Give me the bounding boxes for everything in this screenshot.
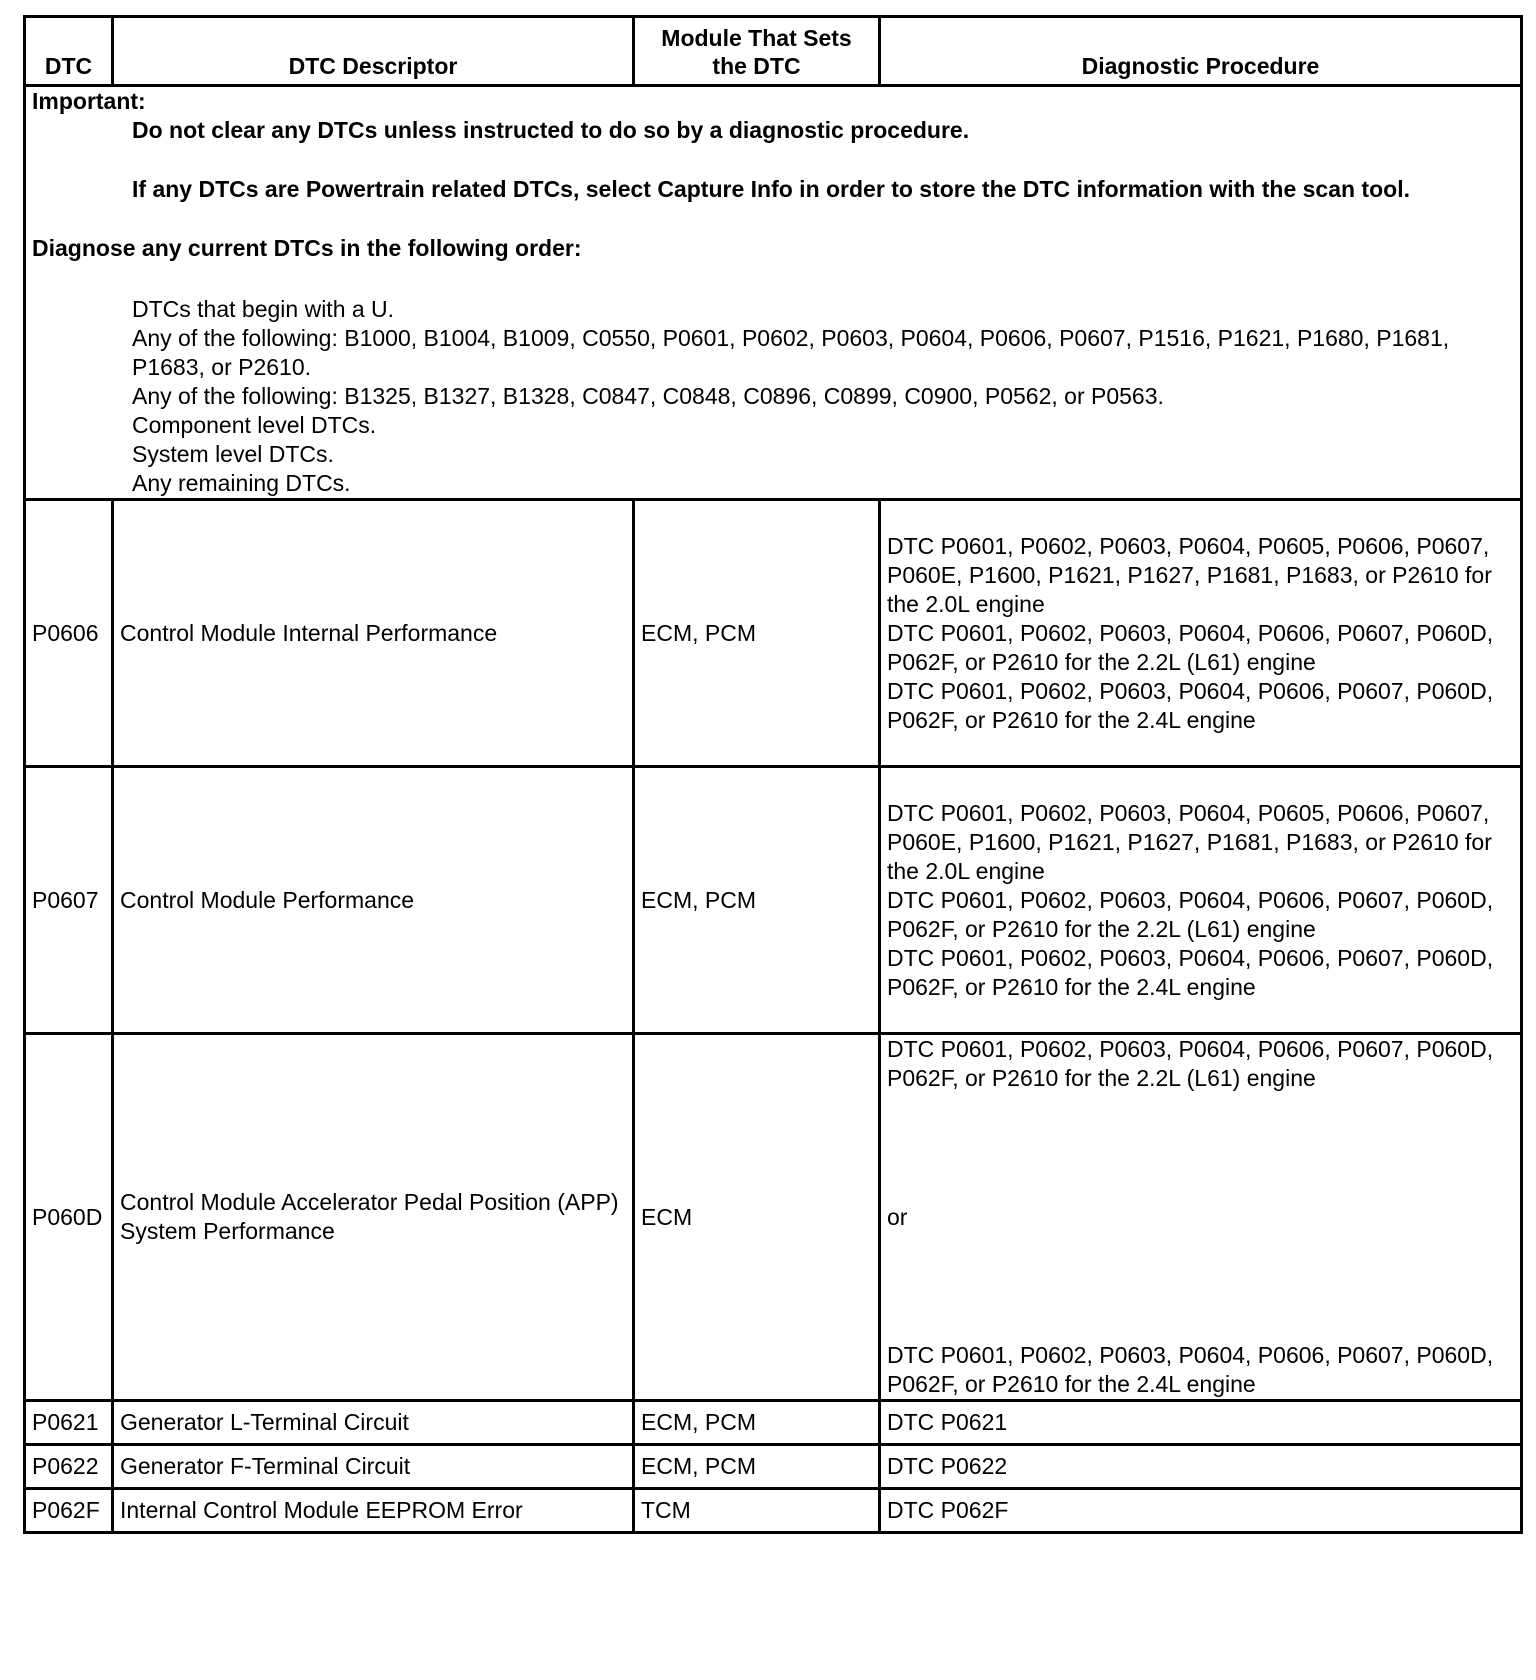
table-row xyxy=(25,1401,1522,1445)
diagnostic-procedure[interactable]: DTC P062F xyxy=(880,1489,1522,1533)
header-procedure: Diagnostic Procedure xyxy=(880,17,1522,86)
order-item: Any of the following: B1000, B1004, B1009, C0550, P0601, P0602, P0603, P0604, P0606, P0607, P1516, P1621, P1680, P1681, P1683, or P2610. xyxy=(132,325,1450,380)
diagnostic-procedure xyxy=(880,500,1522,767)
diagnostic-procedure[interactable]: DTC P0621 xyxy=(880,1401,1522,1445)
dtc-descriptor: Internal Control Module EEPROM Error xyxy=(113,1489,634,1533)
dtc-code: P060D xyxy=(25,1034,113,1401)
dtc-code: P0606 xyxy=(25,500,113,767)
dtc-module: ECM, PCM xyxy=(634,500,880,767)
order-item: Any remaining DTCs. xyxy=(132,470,351,496)
diagnostic-procedure xyxy=(880,767,1522,1034)
dtc-descriptor: Control Module Performance xyxy=(113,767,634,1034)
dtc-descriptor: Generator L-Terminal Circuit xyxy=(113,1401,634,1445)
procedure-link[interactable]: DTC P0601, P0602, P0603, P0604, P0606, P0607, P060D, P062F, or P2610 for the 2.2L (L61) engine xyxy=(887,1036,1494,1091)
dtc-code: P0621 xyxy=(25,1401,113,1445)
header-module-line1: Module That Sets xyxy=(661,25,852,51)
dtc-module: ECM, PCM xyxy=(634,1445,880,1489)
table-row xyxy=(25,500,1522,767)
table-header-row xyxy=(25,17,1522,86)
dtc-code: P0622 xyxy=(25,1445,113,1489)
dtc-descriptor: Generator F-Terminal Circuit xyxy=(113,1445,634,1489)
order-item: Component level DTCs. xyxy=(132,412,377,438)
dtc-descriptor: Control Module Accelerator Pedal Position (APP) System Performance xyxy=(113,1034,634,1401)
order-item: System level DTCs. xyxy=(132,441,334,467)
dtc-table xyxy=(23,15,1523,1534)
procedure-link[interactable]: DTC P0601, P0602, P0603, P0604, P0606, P0607, P060D, P062F, or P2610 for the 2.2L (L61) engine xyxy=(887,886,1494,942)
procedure-link[interactable]: DTC P0601, P0602, P0603, P0604, P0606, P0607, P060D, P062F, or P2610 for the 2.4L engine xyxy=(887,1342,1494,1397)
dtc-code: P062F xyxy=(25,1489,113,1533)
procedure-link[interactable]: DTC P0601, P0602, P0603, P0604, P0605, P0606, P0607, P060E, P1600, P1621, P1627, P1681, P1683, or P2610 for the 2.0L engine xyxy=(887,532,1492,617)
table-row xyxy=(25,1489,1522,1533)
diagnostic-procedure[interactable]: DTC P0622 xyxy=(880,1445,1522,1489)
important-note-2: If any DTCs are Powertrain related DTCs, select Capture Info in order to store the DTC information with the scan tool. xyxy=(132,176,1410,202)
header-module xyxy=(634,17,880,86)
dtc-module: ECM, PCM xyxy=(634,767,880,1034)
dtc-code: P0607 xyxy=(25,767,113,1034)
table-row xyxy=(25,1445,1522,1489)
intro-row xyxy=(25,86,1522,500)
header-dtc: DTC xyxy=(25,17,113,86)
order-heading: Diagnose any current DTCs in the following order: xyxy=(32,235,582,261)
important-label: Important: xyxy=(32,88,146,114)
dtc-descriptor: Control Module Internal Performance xyxy=(113,500,634,767)
order-list xyxy=(32,295,1514,498)
dtc-module: ECM xyxy=(634,1034,880,1401)
order-item: DTCs that begin with a U. xyxy=(132,296,395,322)
procedure-link[interactable]: DTC P0601, P0602, P0603, P0604, P0606, P0607, P060D, P062F, or P2610 for the 2.4L engine xyxy=(887,677,1494,733)
table-row xyxy=(25,1034,1522,1401)
order-item: Any of the following: B1325, B1327, B1328, C0847, C0848, C0896, C0899, C0900, P0562, or P0563. xyxy=(132,383,1164,409)
important-note-1: Do not clear any DTCs unless instructed to do so by a diagnostic procedure. xyxy=(132,117,970,143)
procedure-link[interactable]: DTC P0601, P0602, P0603, P0604, P0606, P0607, P060D, P062F, or P2610 for the 2.4L engine xyxy=(887,944,1494,1000)
procedure-separator: or xyxy=(887,1203,908,1230)
header-module-line2: the DTC xyxy=(712,53,801,79)
dtc-module: ECM, PCM xyxy=(634,1401,880,1445)
diagnostic-procedure xyxy=(880,1034,1522,1401)
header-descriptor: DTC Descriptor xyxy=(113,17,634,86)
procedure-link[interactable]: DTC P0601, P0602, P0603, P0604, P0606, P0607, P060D, P062F, or P2610 for the 2.2L (L61) engine xyxy=(887,619,1494,675)
table-row xyxy=(25,767,1522,1034)
dtc-document xyxy=(23,15,1520,1534)
procedure-link[interactable]: DTC P0601, P0602, P0603, P0604, P0605, P0606, P0607, P060E, P1600, P1621, P1627, P1681, P1683, or P2610 for the 2.0L engine xyxy=(887,799,1492,884)
dtc-module: TCM xyxy=(634,1489,880,1533)
intro-cell xyxy=(25,86,1522,500)
